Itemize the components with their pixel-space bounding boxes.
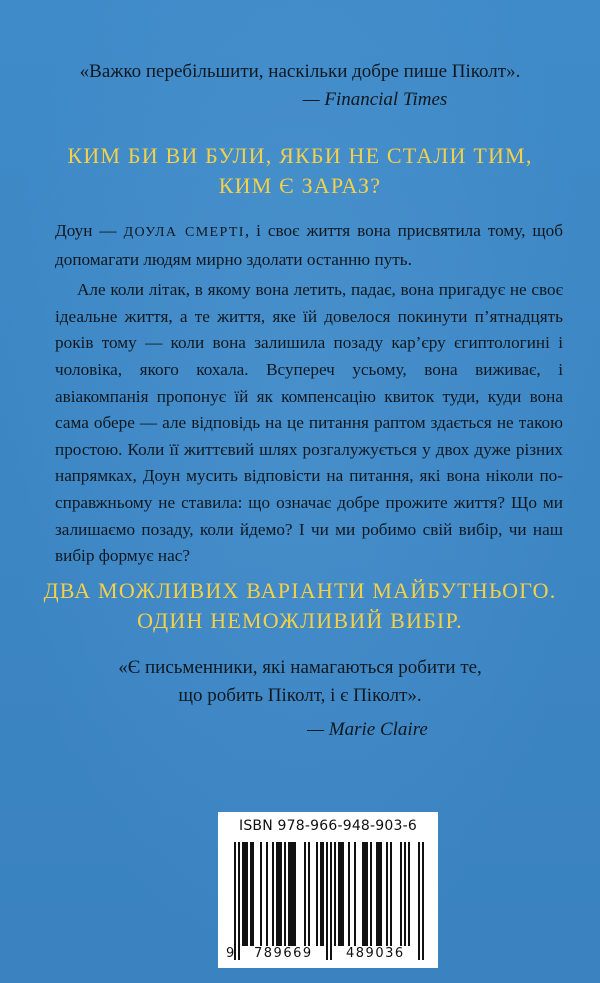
barcode-bar (266, 842, 268, 946)
barcode-bar (308, 842, 310, 946)
barcode-bar (370, 842, 372, 946)
barcode-bar (260, 842, 262, 946)
barcode-bar (376, 842, 378, 946)
barcode-bar (364, 842, 366, 946)
headline-question-line-2: КИМ Є ЗАРАЗ? (218, 173, 382, 198)
barcode-bar (284, 842, 286, 946)
barcode-bar (234, 842, 236, 960)
barcode-bar (238, 842, 240, 960)
barcode-bar (290, 842, 292, 946)
isbn-barcode (218, 812, 438, 968)
barcode-bar (404, 842, 406, 946)
barcode-bar (280, 842, 282, 946)
barcode-bar (418, 842, 420, 960)
barcode-bar (342, 842, 344, 946)
bottom-quote-line-2: що робить Піколт, і є Піколт». (178, 685, 422, 706)
bottom-quote-attribution: — Marie Claire (307, 719, 428, 740)
synopsis-paragraph-1 (55, 218, 563, 273)
barcode-bar (246, 842, 248, 946)
barcode-digits-left: 789669 (254, 946, 313, 961)
isbn-label: ISBN 978-966-948-903-6 (239, 818, 417, 834)
headline-question-line-1: КИМ БИ ВИ БУЛИ, ЯКБИ НЕ СТАЛИ ТИМ, (67, 143, 533, 168)
barcode-bar (278, 842, 280, 946)
synopsis-p1-smallcaps: ДОУЛА СМЕРТІ (123, 225, 245, 240)
barcode-bar (242, 842, 244, 946)
barcode-bar (366, 842, 368, 946)
headline-tagline-line-1: ДВА МОЖЛИВИХ ВАРІАНТИ МАЙБУТНЬОГО. (43, 578, 557, 603)
top-review-quote (0, 58, 600, 114)
headline-question (0, 141, 600, 201)
barcode-bar (250, 842, 252, 946)
bottom-quote-line-1: «Є письменники, які намагаються робити те, (118, 657, 482, 678)
synopsis (55, 218, 563, 570)
barcode-bar (316, 842, 318, 946)
barcode-bars (218, 812, 438, 968)
barcode-bar (272, 842, 274, 946)
synopsis-p1-start: Доун — (55, 221, 124, 240)
barcode-bar (380, 842, 382, 946)
barcode-bar (400, 842, 402, 946)
barcode-bar (340, 842, 342, 946)
barcode-bar (390, 842, 392, 946)
barcode-bar (362, 842, 364, 946)
barcode-bar (276, 842, 278, 946)
barcode-bar (330, 842, 332, 960)
barcode-bar (294, 842, 296, 946)
synopsis-p1-rest: , і своє життя вона присвятила тому, щоб допомагати людям мирно здолати останню путь. (55, 221, 563, 269)
barcode-bar (378, 842, 380, 946)
top-quote-text: «Важко перебільшити, наскільки добре пише Піколт». (79, 61, 521, 82)
bottom-review-quote (0, 654, 600, 744)
barcode-bar (304, 842, 306, 946)
headline-tagline-line-2: ОДИН НЕМОЖЛИВИЙ ВИБІР. (137, 608, 463, 633)
barcode-bar (386, 842, 388, 946)
barcode-bar (252, 842, 254, 946)
barcode-bar (338, 842, 340, 946)
barcode-digit-first: 9 (226, 946, 236, 961)
barcode-bar (326, 842, 328, 960)
barcode-bar (320, 842, 322, 946)
barcode-digits-right: 489036 (346, 946, 405, 961)
barcode-bar (292, 842, 294, 946)
synopsis-paragraph-2: Але коли літак, в якому вона летить, падає, вона пригадує не своє ідеальне життя, а те життя, яке їй довелося покинути п’ятнадцять років тому — коли вона залишила позаду кар’єру єгиптологині і чоловіка, якого кохала. Всупереч усьому, вона виживає, і авіакомпанія пропонує їй як компенсацію квиток туди, куди вона сама обере — але відповідь на це питання раптом здається не такою простою. Коли її життєвий шлях розгалужується у двох дуже різних напрямках, Доун мусить відповісти на питання, які вона ніколи по-справжньому не ставила: що означає добре прожите життя? Що ми залишаємо позаду, коли йдемо? І чи ми робимо свій вибір, чи наш вибір формує нас? (55, 280, 563, 566)
barcode-bar (408, 842, 410, 946)
top-quote-attribution: — Financial Times (302, 89, 448, 110)
barcode-bar (348, 842, 350, 946)
barcode-bar (334, 842, 336, 946)
barcode-bar (322, 842, 324, 946)
barcode-bar (244, 842, 246, 946)
headline-tagline (0, 576, 600, 636)
barcode-bar (288, 842, 290, 946)
barcode-bar (354, 842, 356, 946)
barcode-bar (422, 842, 424, 960)
